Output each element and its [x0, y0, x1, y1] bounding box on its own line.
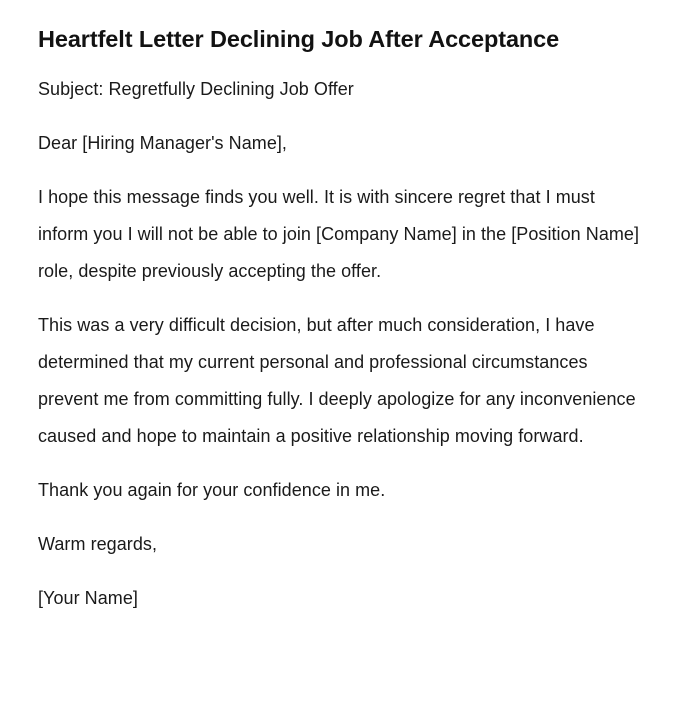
- page-title: Heartfelt Letter Declining Job After Acceptance: [38, 26, 560, 52]
- salutation: Dear [Hiring Manager's Name],: [38, 133, 287, 154]
- explanation-paragraph: This was a very difficult decision, but after much consideration, I have determined that my current personal and professional circumstances prevent me from committing fully. I deeply apologize for any inconvenience caused and hope to maintain a positive relationship moving forward.: [38, 315, 636, 447]
- letter-body: [38, 0, 642, 617]
- subject-line: Subject: Regretfully Declining Job Offer: [38, 79, 354, 100]
- closing-line: Warm regards,: [38, 534, 158, 555]
- thanks-paragraph: Thank you again for your confidence in me.: [38, 480, 386, 501]
- signature-line: [Your Name]: [38, 588, 138, 609]
- opening-paragraph: I hope this message finds you well. It is with sincere regret that I must inform you I will not be able to join [Company Name] in the [Position Name] role, despite previously accepting the offer.: [38, 187, 640, 282]
